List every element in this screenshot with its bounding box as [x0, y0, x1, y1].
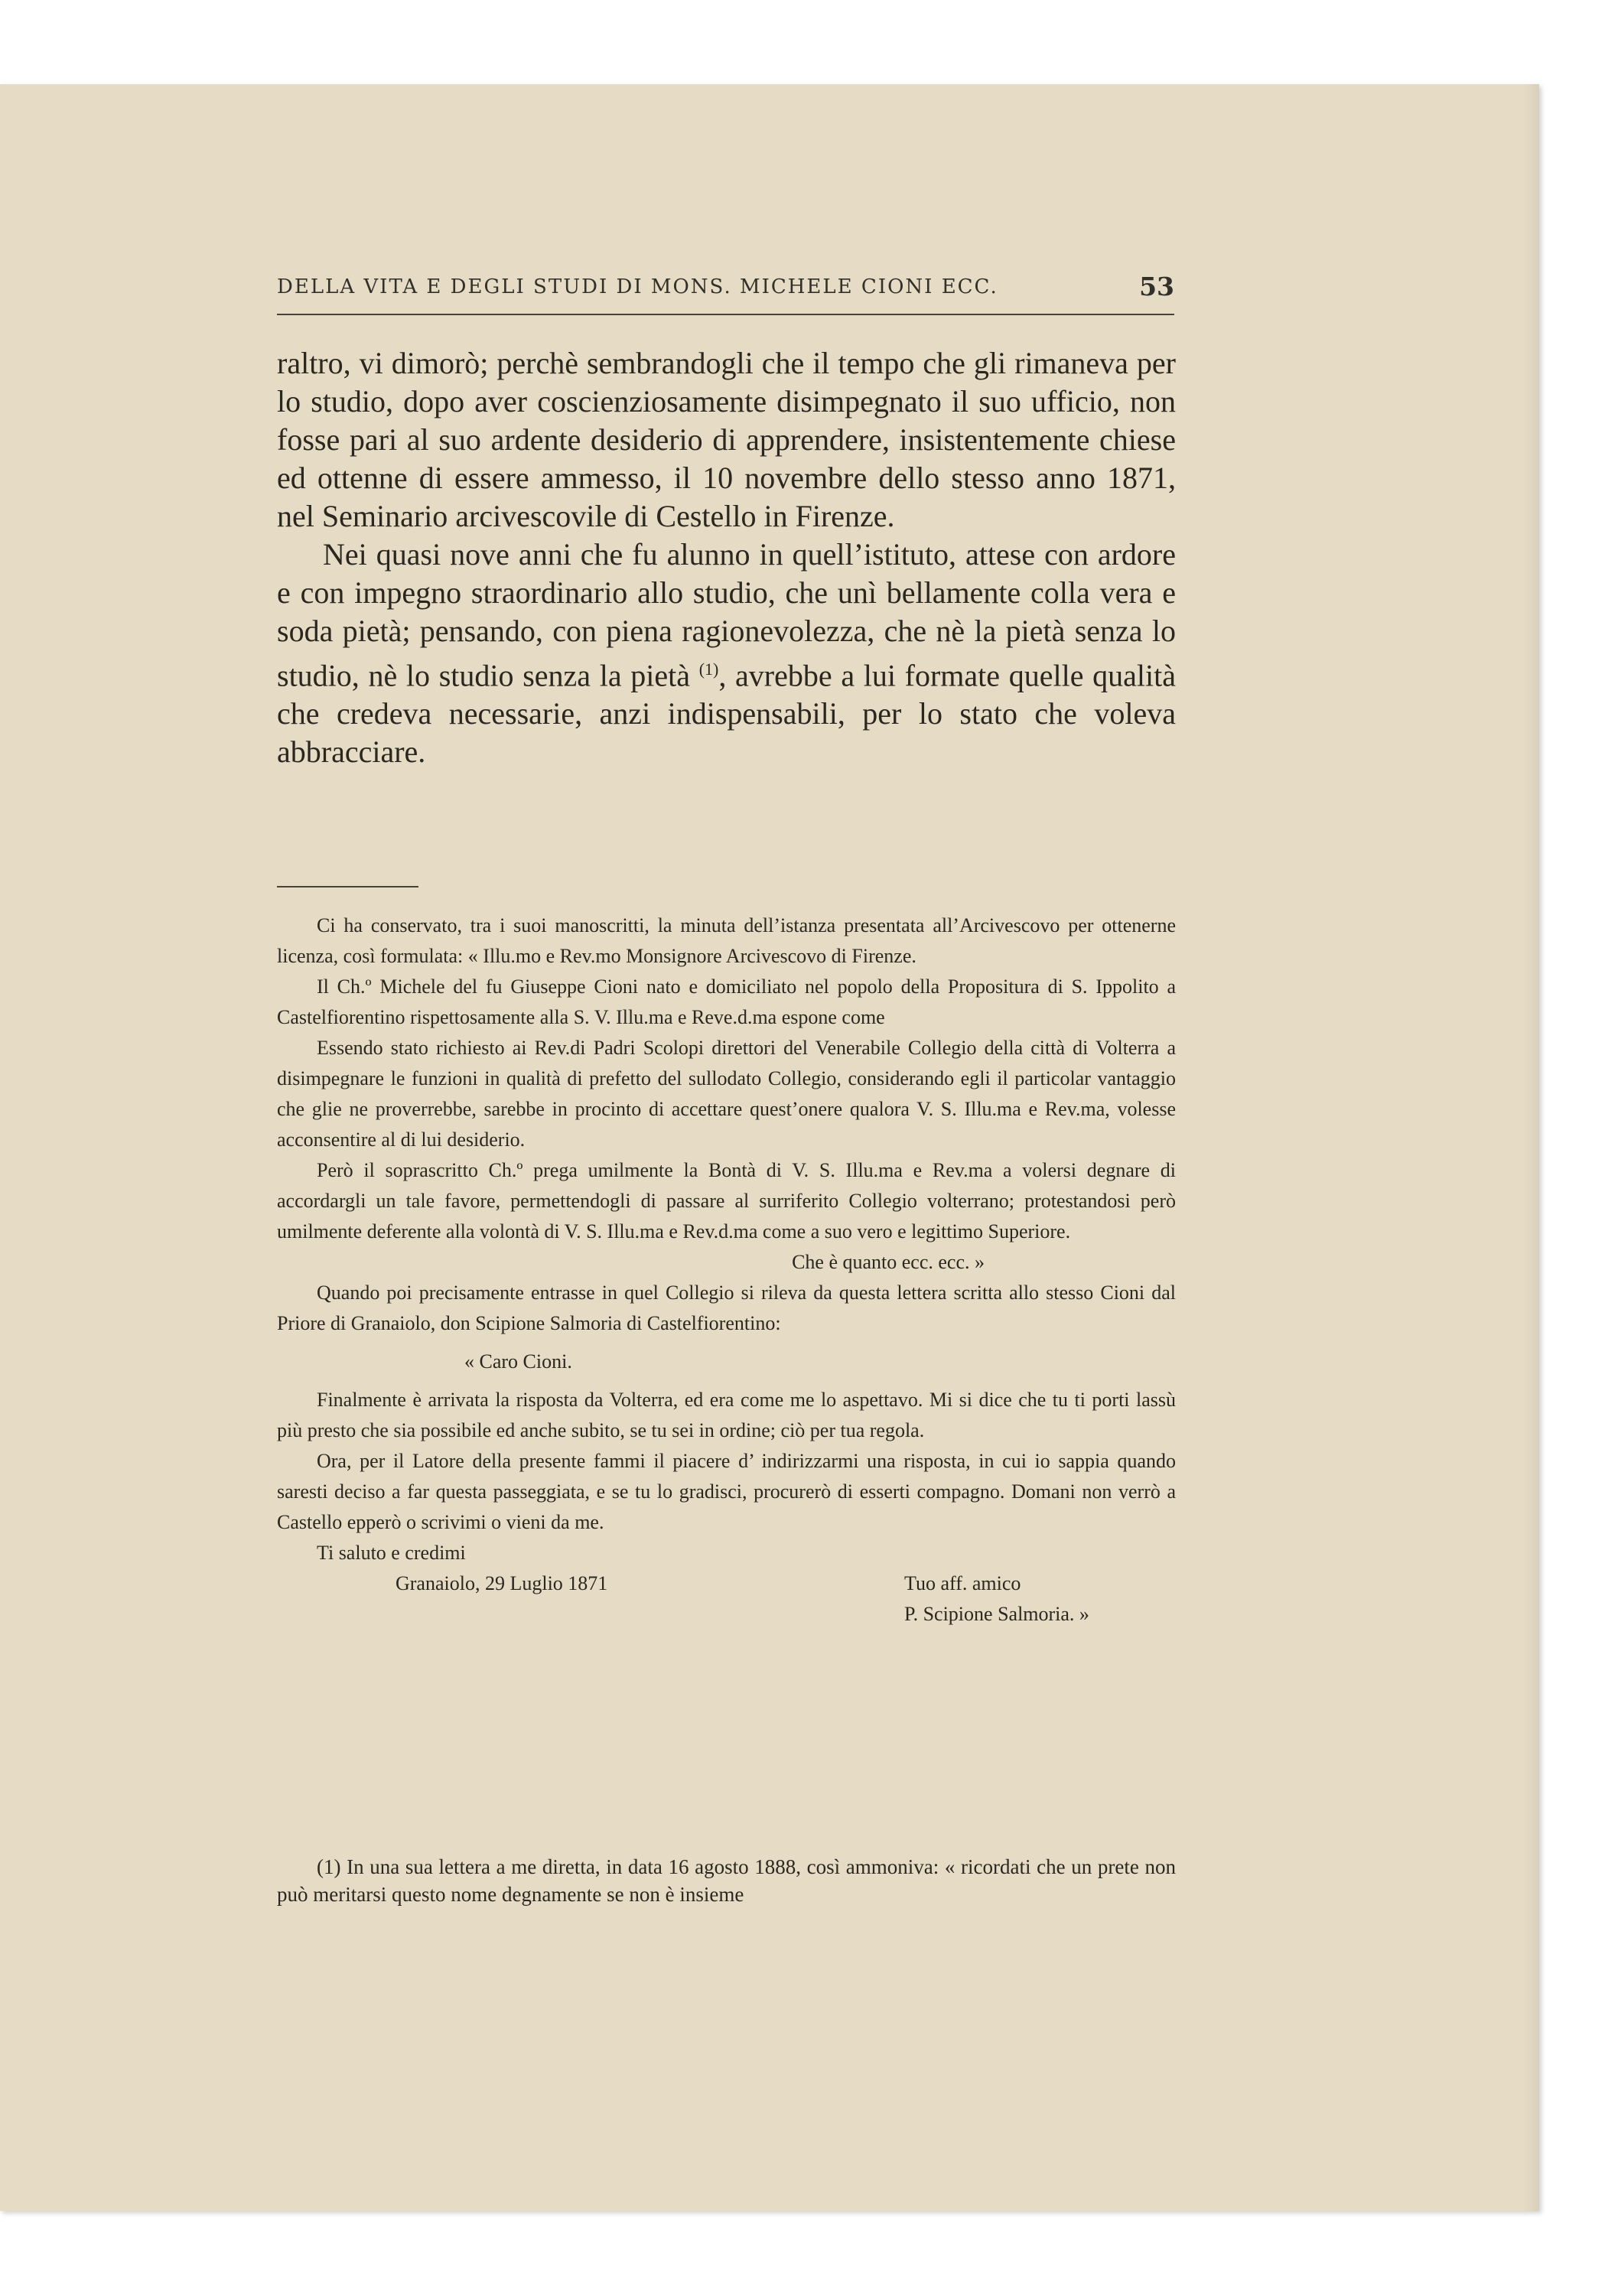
- letter-closing: [904, 1568, 1089, 1630]
- note-paragraph: Essendo stato richiesto ai Rev.di Padri Scolopi direttori del Venerabile Collegio della città di Volterra a disimpegnare le funzioni in qualità di prefetto del sullodato Collegio, considerando egli il particolar vantaggio che glie ne proverrebbe, sarebbe in procinto di accettare quest’onere qualora V. S. Illu.ma e Rev.ma, volesse acconsentire al di lui desiderio.: [277, 1037, 1176, 1151]
- note-paragraph: Però il soprascritto Ch.º prega umilmente la Bontà di V. S. Illu.ma e Rev.ma a volersi degnare di accordargli un tale favore, permettendogli di passare al surriferito Collegio volterrano; protestandosi però umilmente deferente alla volontà di V. S. Illu.ma e Rev.d.ma come a suo vero e legittimo Superiore.: [277, 1159, 1176, 1242]
- letter-salutation: « Caro Cioni.: [464, 1350, 572, 1373]
- footnote-block: [277, 1853, 1176, 1908]
- notes-separator-rule: [277, 886, 418, 887]
- letter-signature: P. Scipione Salmoria. »: [904, 1603, 1089, 1625]
- letter-signature-block: [277, 1568, 1176, 1630]
- letter-place-date: Granaiolo, 29 Luglio 1871: [396, 1572, 608, 1594]
- letter-greeting: Ti saluto e credimi: [317, 1542, 466, 1564]
- page-number: 53: [1139, 272, 1174, 301]
- letter-paragraph: Finalmente è arrivata la risposta da Volterra, ed era come me lo aspettavo. Mi si dice che tu ti porti lassù più presto che sia possibile ed anche subito, se tu sei in ordine; ciò per tua regola.: [277, 1389, 1176, 1441]
- notes-block: [277, 910, 1176, 1630]
- footnote-reference: (1): [698, 659, 719, 679]
- footnote-1: (1) In una sua lettera a me diretta, in data 16 agosto 1888, così ammoniva: « ricordati che un prete non può meritarsi questo nome degnamente se non è insieme: [277, 1855, 1176, 1906]
- note-paragraph: Ci ha conservato, tra i suoi manoscritti, la minuta dell’istanza presentata all’Arcivescovo per ottenerne licenza, così formulata: « Illu.mo e Rev.mo Monsignore Arcivescovo di Firenze.: [277, 914, 1176, 967]
- letter-paragraph: Ora, per il Latore della presente fammi il piacere d’ indirizzarmi una risposta, in cui io sappia quando saresti deciso a far questa passeggiata, e se tu lo gradisci, procurerò di esserti compagno. Domani non verrò a Castello epperò o scrivimi o vieni da me.: [277, 1450, 1176, 1533]
- paragraph-1: raltro, vi dimorò; perchè sembrandogli che il tempo che gli rimaneva per lo studio, dopo aver coscienziosamente disimpegnato il suo ufficio, non fosse pari al suo ardente desiderio di apprendere, insistentemente chiese ed ottenne di essere ammesso, il 10 novembre dello stesso anno 1871, nel Seminario arcivescovile di Cestello in Firenze.: [277, 346, 1176, 533]
- letter-closing-text: Tuo aff. amico: [904, 1572, 1021, 1594]
- paragraph-2: [277, 536, 1176, 771]
- paragraph-2-end: , avrebbe a lui formate quelle qualità che credeva necessarie, anzi indispensabili, per lo stato che voleva abbracciare.: [277, 658, 1176, 770]
- main-text: [277, 344, 1176, 771]
- note-paragraph: Quando poi precisamente entrasse in quel Collegio si rileva da questa lettera scritta allo stesso Cioni dal Priore di Granaiolo, don Scipione Salmoria di Castelfiorentino:: [277, 1282, 1176, 1334]
- paragraph-2-start: Nei quasi nove anni che fu alunno in quell’istituto, attese con ardore e con impegno straordinario allo studio, che unì bellamente colla vera e soda pietà; pensando, con piena ragionevolezza, che nè la pietà senza lo studio, nè lo studio senza la pietà: [277, 537, 1176, 693]
- note-closing-formula: Che è quanto ecc. ecc. »: [792, 1251, 985, 1273]
- running-title: DELLA VITA E DEGLI STUDI DI MONS. MICHELE CIONI ECC.: [277, 275, 998, 298]
- running-header: [277, 272, 1174, 315]
- note-paragraph: Il Ch.º Michele del fu Giuseppe Cioni nato e domiciliato nel popolo della Propositura di S. Ippolito a Castelfiorentino rispettosamente alla S. V. Illu.ma e Reve.d.ma espone come: [277, 975, 1176, 1028]
- page-edge-shadow: [1522, 84, 1539, 2211]
